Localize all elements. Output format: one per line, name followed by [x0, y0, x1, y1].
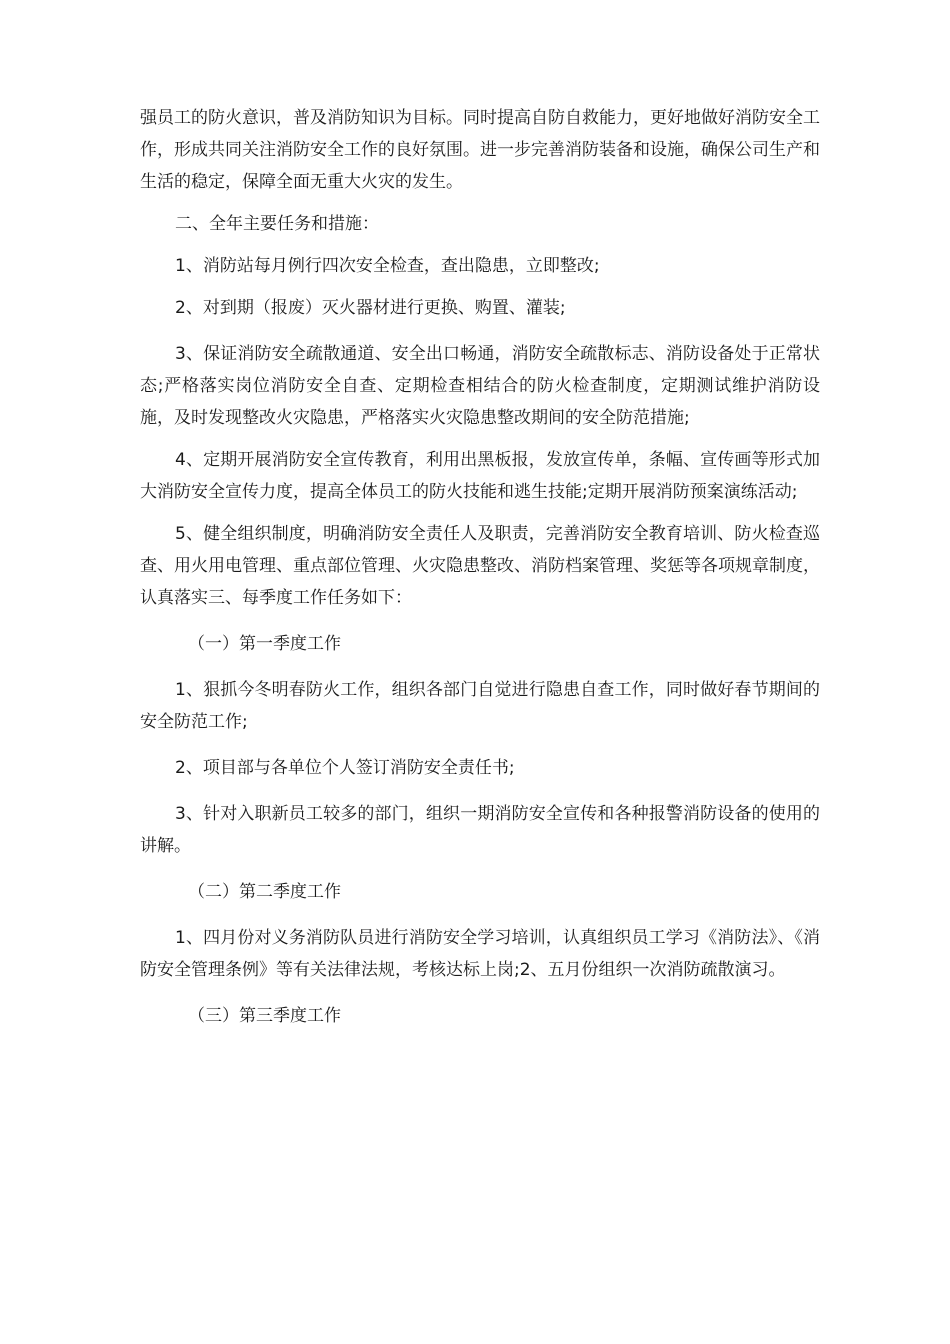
paragraph-intro-continued: 强员工的防火意识，普及消防知识为目标。同时提高自防自救能力，更好地做好消防安全工作，形成共同关注消防安全工作的良好氛围。进一步完善消防装备和设施，确保公司生产和生活的稳定，保障全面无重大火灾的发生。 [140, 108, 820, 192]
task-item-5: 5、健全组织制度，明确消防安全责任人及职责，完善消防安全教育培训、防火检查巡查、用火用电管理、重点部位管理、火灾隐患整改、消防档案管理、奖惩等各项规章制度，认真落实三、每季度工作任务如下： [140, 524, 820, 608]
task-item-3: 3、保证消防安全疏散通道、安全出口畅通，消防安全疏散标志、消防设备处于正常状态;严格落实岗位消防安全自查、定期检查相结合的防火检查制度，定期测试维护消防设施，及时发现整改火灾隐患，严格落实火灾隐患整改期间的安全防范措施; [140, 344, 820, 428]
q1-item-3: 3、针对入职新员工较多的部门，组织一期消防安全宣传和各种报警消防设备的使用的讲解。 [140, 804, 820, 856]
q1-item-2: 2、项目部与各单位个人签订消防安全责任书; [175, 758, 515, 778]
q1-item-1: 1、狠抓今冬明春防火工作，组织各部门自觉进行隐患自查工作，同时做好春节期间的安全防范工作; [140, 680, 820, 732]
section-heading-annual-tasks: 二、全年主要任务和措施： [175, 214, 379, 234]
task-item-4: 4、定期开展消防安全宣传教育，利用出黑板报，发放宣传单，条幅、宣传画等形式加大消防安全宣传力度，提高全体员工的防火技能和逃生技能;定期开展消防预案演练活动; [140, 450, 820, 502]
document-body [140, 102, 820, 1032]
q2-items: 1、四月份对义务消防队员进行消防安全学习培训，认真组织员工学习《消防法》、《消防安全管理条例》等有关法律法规，考核达标上岗;2、五月份组织一次消防疏散演习。 [140, 928, 820, 980]
quarter-heading-2: （二）第二季度工作 [188, 882, 341, 902]
task-item-1: 1、消防站每月例行四次安全检查，查出隐患，立即整改; [175, 256, 600, 276]
task-item-2: 2、对到期（报废）灭火器材进行更换、购置、灌装; [175, 298, 566, 318]
quarter-heading-3: （三）第三季度工作 [188, 1006, 341, 1026]
quarter-heading-1: （一）第一季度工作 [188, 634, 341, 654]
